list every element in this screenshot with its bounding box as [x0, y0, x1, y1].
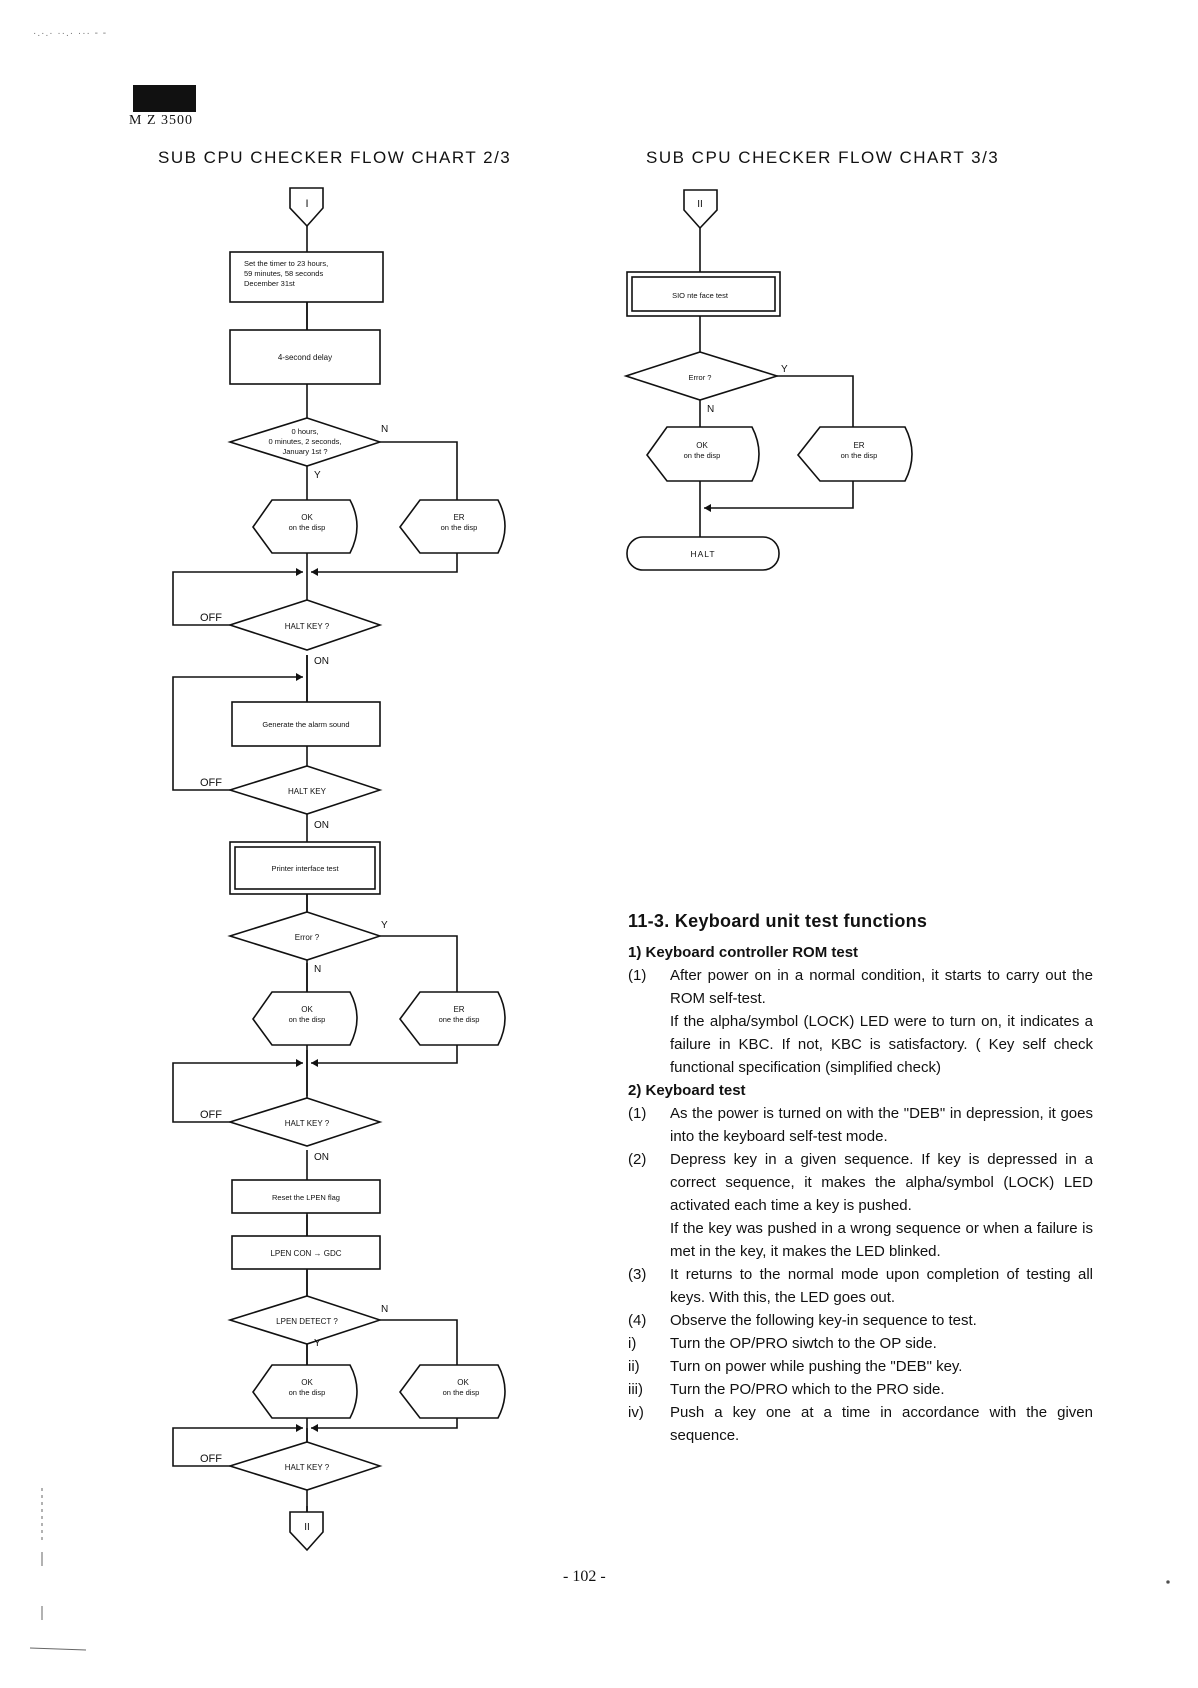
- page-number: - 102 -: [563, 1568, 606, 1585]
- keyboard-test-item-3: [628, 1263, 1093, 1309]
- chart3-ok-label: OK: [696, 441, 708, 450]
- timer-y-label: Y: [314, 470, 321, 481]
- er-1-label: ER: [453, 513, 465, 522]
- keyboard-test-section: [628, 910, 1093, 1447]
- timer-check-line-2: 0 minutes, 2 seconds,: [268, 437, 342, 446]
- chart2-start-label: I: [305, 198, 309, 210]
- item-text: It returns to the normal mode upon completion of testing all keys. With this, the LED goes out.: [670, 1266, 1093, 1306]
- on-label-2: ON: [314, 820, 329, 831]
- step-1: [628, 1332, 1093, 1355]
- ok-3-label: OK: [301, 1378, 313, 1387]
- halt-key-2-label: HALT KEY: [288, 787, 326, 796]
- model-label: M Z 3500: [129, 113, 193, 128]
- chart2-title: SUB CPU CHECKER FLOW CHART 2/3: [158, 148, 512, 167]
- rom-test-item-1: [628, 964, 1093, 1010]
- ok-4-disp: on the disp: [442, 1388, 480, 1397]
- step-text: Turn on power while pushing the "DEB" key.: [670, 1358, 963, 1375]
- lpen-con-label: LPEN CON → GDC: [270, 1249, 342, 1258]
- ok-4-label: OK: [457, 1378, 469, 1387]
- step-4: [628, 1401, 1093, 1447]
- er-1-disp: on the disp: [440, 523, 478, 532]
- step-number: i): [628, 1335, 637, 1352]
- lpen-detect-label: LPEN DETECT ?: [276, 1317, 338, 1326]
- er-2-disp: one the disp: [438, 1015, 480, 1024]
- step-text: Push a key one at a time in accordance with the given sequence.: [670, 1404, 1093, 1444]
- chart3-ok-disp: on the disp: [683, 451, 721, 460]
- set-timer-line-2: 59 minutes, 58 seconds: [244, 269, 324, 278]
- ok-2-disp: on the disp: [288, 1015, 326, 1024]
- step-2: [628, 1355, 1093, 1378]
- delay-label: 4-second delay: [277, 353, 333, 362]
- alarm-label: Generate the alarm sound: [262, 720, 350, 729]
- off-label-4: OFF: [200, 1453, 222, 1465]
- step-number: iii): [628, 1381, 643, 1398]
- chart3-er-label: ER: [853, 441, 865, 450]
- rom-test-continuation: If the alpha/symbol (LOCK) LED were to turn on, it indicates a failure in KBC. If not, KBC is satisfactory. ( Key self check functional specification (simplified check): [670, 1013, 1093, 1076]
- item-number: (4): [628, 1312, 647, 1329]
- subsection-keyboard-test: 2) Keyboard test: [628, 1082, 746, 1099]
- item-number: (1): [628, 1105, 647, 1122]
- chart2-flowchart: [173, 188, 505, 1550]
- keyboard-test-item-2: [628, 1148, 1093, 1217]
- off-label-3: OFF: [200, 1109, 222, 1121]
- subsection-rom-test: 1) Keyboard controller ROM test: [628, 944, 859, 961]
- off-label-1: OFF: [200, 612, 222, 624]
- step-number: ii): [628, 1358, 640, 1375]
- timer-check-line-1: 0 hours,: [291, 427, 319, 436]
- chart3-halt-label: HALT: [690, 549, 716, 559]
- error-1-y: Y: [381, 920, 388, 931]
- chart3-start-label: II: [697, 199, 703, 210]
- chart3-flowchart: [626, 190, 912, 570]
- error-3-label: Error ?: [688, 373, 712, 382]
- error-1-label: Error ?: [294, 933, 320, 942]
- step-3: [628, 1378, 1093, 1401]
- set-timer-line-1: Set the timer to 23 hours,: [244, 259, 329, 268]
- timer-check-line-3: January 1st ?: [282, 447, 328, 456]
- chart2-end-label: II: [304, 1522, 310, 1533]
- scan-mark: ·.·.· ··.· ··· - -: [33, 28, 108, 39]
- halt-key-1-label: HALT KEY ?: [284, 622, 330, 631]
- reset-lpen-label: Reset the LPEN flag: [272, 1193, 340, 1202]
- off-label-2: OFF: [200, 777, 222, 789]
- chart3-er-disp: on the disp: [840, 451, 878, 460]
- lpen-n-label: N: [381, 1304, 389, 1315]
- ok-1-disp: on the disp: [288, 523, 326, 532]
- ok-1-label: OK: [301, 513, 313, 522]
- keyboard-test-continuation: If the key was pushed in a wrong sequence or when a failure is met in the key, it makes the LED blinked.: [670, 1220, 1093, 1260]
- item-number: (3): [628, 1266, 647, 1283]
- item-number: (2): [628, 1151, 647, 1168]
- error-3-y: Y: [781, 364, 788, 375]
- step-number: iv): [628, 1404, 644, 1421]
- item-text: Observe the following key-in sequence to test.: [670, 1312, 977, 1329]
- sio-test-label: SIO nte face test: [672, 291, 728, 300]
- set-timer-line-3: December 31st: [244, 279, 295, 288]
- on-label-3: ON: [314, 1152, 329, 1163]
- keyboard-test-item-4: [628, 1309, 1093, 1332]
- step-text: Turn the OP/PRO siwtch to the OP side.: [670, 1335, 937, 1352]
- item-text: As the power is turned on with the "DEB" in depression, it goes into the keyboard self-test mode.: [670, 1105, 1093, 1145]
- error-1-n: N: [314, 964, 322, 975]
- lpen-y-label: Y: [314, 1338, 321, 1349]
- halt-key-3-label: HALT KEY ?: [284, 1119, 330, 1128]
- timer-n-label: N: [381, 424, 389, 435]
- ok-2-label: OK: [301, 1005, 313, 1014]
- chart3-title: SUB CPU CHECKER FLOW CHART 3/3: [646, 148, 1000, 167]
- ok-3-disp: on the disp: [288, 1388, 326, 1397]
- item-text: After power on in a normal condition, it starts to carry out the ROM self-test.: [670, 967, 1093, 1007]
- item-text: Depress key in a given sequence. If key is depressed in a correct sequence, it makes the alpha/symbol (LOCK) LED activated each time a key is pushed.: [670, 1151, 1093, 1214]
- section-title: 11-3. Keyboard unit test functions: [628, 911, 928, 931]
- item-number: (1): [628, 967, 647, 984]
- on-label-1: ON: [314, 656, 329, 667]
- keyboard-test-item-1: [628, 1102, 1093, 1148]
- er-2-label: ER: [453, 1005, 465, 1014]
- halt-key-4-label: HALT KEY ?: [284, 1463, 330, 1472]
- error-3-n: N: [707, 404, 715, 415]
- printer-test-label: Printer interface test: [271, 864, 339, 873]
- step-text: Turn the PO/PRO which to the PRO side.: [670, 1381, 945, 1398]
